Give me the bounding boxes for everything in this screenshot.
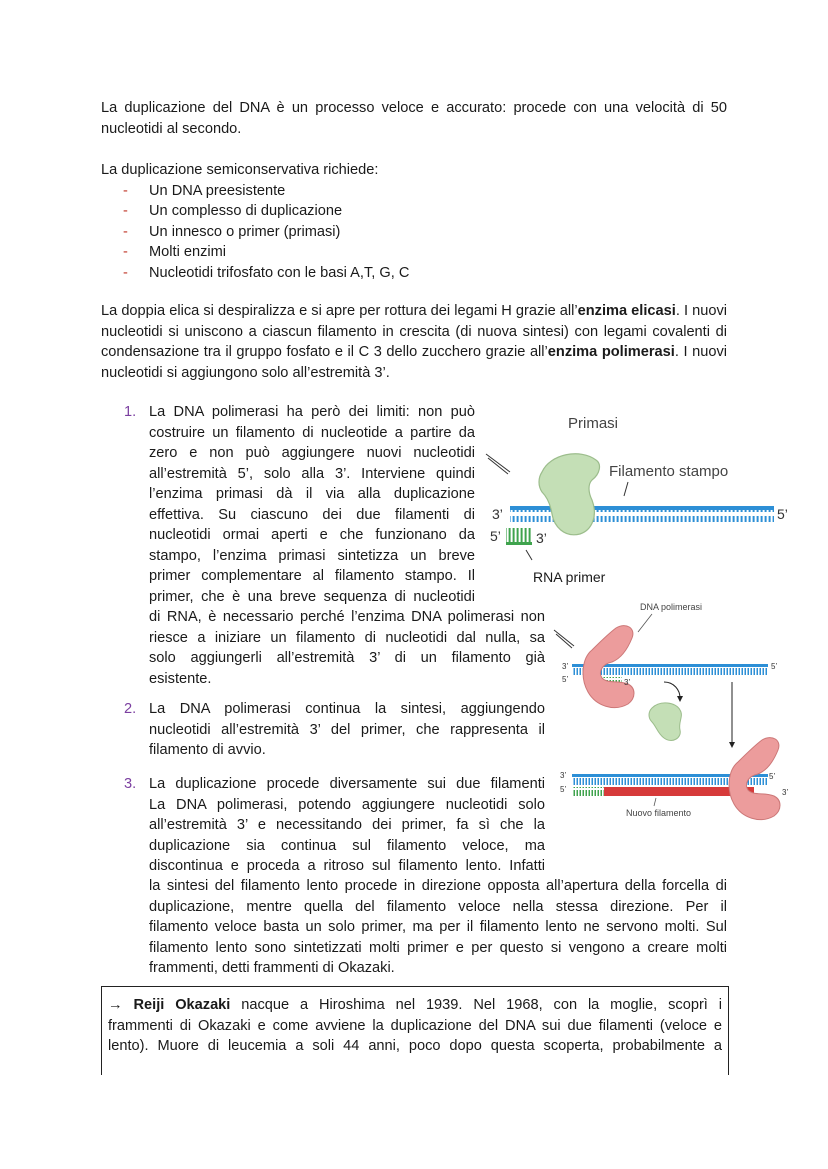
text-line: nucleotidi ormai aperti e che funzionano da bbox=[149, 527, 475, 543]
bullet-dash: - bbox=[123, 244, 128, 260]
nuovo-filamento-label: Nuovo filamento bbox=[626, 808, 692, 818]
bullet-dash: - bbox=[123, 182, 128, 199]
arrow-head bbox=[677, 696, 683, 702]
text-line: esistente. bbox=[149, 670, 212, 687]
list-item-text: Un DNA preesistente bbox=[149, 182, 286, 199]
five-prime-label: 5’ bbox=[771, 662, 778, 671]
text-line: costruire un filamento di nucleotide a partire da bbox=[149, 424, 475, 441]
primase-enzyme-released bbox=[649, 703, 681, 741]
text-line: La DNA polimerasi continua la sintesi, aggiungendo bbox=[149, 701, 545, 717]
three-prime-label: 3’ bbox=[492, 506, 503, 522]
elicasi-paragraph bbox=[101, 301, 727, 383]
step-2-text bbox=[149, 699, 545, 761]
text-line: duplicazione, mentre quella del filamento veloce nella stessa direzione. Per il bbox=[149, 898, 727, 915]
filamento-stampo-label: Filamento stampo bbox=[609, 463, 729, 480]
requirements-list bbox=[101, 181, 727, 284]
five-prime-label: 5’ bbox=[562, 675, 569, 684]
list-item bbox=[101, 181, 727, 202]
pointer-line bbox=[638, 614, 652, 632]
step-number: 1. bbox=[124, 404, 137, 420]
paragraph-text: . I nuovi nucleotidi si aggiungono solo all’estremità 3’. bbox=[101, 344, 728, 381]
text-line: zero e non può aggiungere nuovi nucleotidi bbox=[149, 445, 475, 461]
text-line: filamento lento sono sintetizzati molti primer e per questo si vengono a creare molti bbox=[149, 939, 727, 956]
bullet-dash: - bbox=[123, 264, 128, 281]
step-number: 2. bbox=[124, 701, 137, 717]
text-line: La duplicazione procede diversamente sui due filamenti bbox=[149, 776, 545, 792]
term-polimerasi: enzima polimerasi bbox=[547, 344, 675, 360]
three-prime-label: 3’ bbox=[562, 662, 569, 671]
list-item-text: Un complesso di duplicazione bbox=[149, 203, 343, 219]
step-1-text-wide bbox=[149, 607, 545, 689]
primer-pointer bbox=[526, 550, 532, 560]
text-line: effettiva. Su ciascuno dei due filamenti di bbox=[149, 506, 475, 523]
list-item-text: Nucleotidi trifosfato con le basi A,T, G, C bbox=[149, 264, 410, 281]
three-prime-label: 3’ bbox=[536, 530, 547, 546]
step-3-text-narrow bbox=[149, 774, 545, 877]
rna-primer-strand bbox=[506, 528, 532, 545]
text-line: frammenti di Okazaki e come avviene la duplicazione del DNA sui due filamenti (veloce e bbox=[108, 1017, 722, 1034]
okazaki-note-box bbox=[101, 986, 729, 1075]
list-item-text: Molti enzimi bbox=[149, 244, 227, 260]
five-prime-label: 5’ bbox=[769, 772, 776, 781]
text-line: lento). Muore di leucemia a soli 44 anni, poco dopo questa scoperta, probabilmente a bbox=[108, 1038, 722, 1054]
primase-figure bbox=[484, 402, 800, 598]
arrow-head bbox=[729, 742, 735, 748]
dna-polimerasi-label: DNA polimerasi bbox=[640, 602, 703, 612]
text-line: La DNA polimerasi ha però dei limiti: non può bbox=[149, 404, 475, 420]
text-line: frammenti, detti frammenti di Okazaki. bbox=[149, 960, 395, 976]
intro-paragraph: La duplicazione del DNA è un processo veloce e accurato: procede con una velocità di 50 nucleotidi al secondo. bbox=[101, 100, 727, 137]
text-line: la sintesi del filamento lento procede in direzione opposta all’apertura della forcella di bbox=[149, 878, 727, 894]
requirements-heading: La duplicazione semiconservativa richiede: bbox=[101, 162, 379, 178]
requirements-block bbox=[101, 160, 727, 283]
text-line: solo aggiungerli all’estremità 3’ di un filamento già bbox=[149, 650, 545, 666]
text-line: all’estremità 5’, solo alla 3’. Interviene quindi bbox=[149, 465, 475, 482]
list-item bbox=[101, 222, 727, 243]
bullet-dash: - bbox=[123, 203, 128, 219]
list-item bbox=[101, 201, 727, 222]
three-prime-label: 3’ bbox=[560, 771, 567, 780]
three-prime-label: 3’ bbox=[624, 678, 631, 687]
pointer-line bbox=[554, 630, 574, 646]
list-item bbox=[101, 263, 727, 284]
pointer-line bbox=[556, 634, 572, 648]
five-prime-label: 5’ bbox=[560, 785, 567, 794]
text-line: stampo, l’enzima primasi sintetizza un breve bbox=[149, 547, 475, 564]
new-strand bbox=[572, 787, 754, 796]
box-text: nacque a Hiroshima nel 1939. Nel 1968, con la moglie, scoprì i bbox=[241, 997, 722, 1013]
step-number: 3. bbox=[124, 776, 137, 792]
text-line: di RNA, è necessario perché l’enzima DNA polimerasi non bbox=[149, 609, 545, 625]
bullet-dash: - bbox=[123, 223, 128, 240]
arrow-icon: → bbox=[108, 997, 123, 1013]
okazaki-name: Reiji Okazaki bbox=[133, 997, 231, 1013]
list-item-text: Un innesco o primer (primasi) bbox=[149, 223, 341, 240]
text-line: primer, che è una breve sequenza di nucleotidi bbox=[149, 588, 475, 605]
primase-enzyme bbox=[539, 454, 599, 535]
polymerase-figure bbox=[552, 598, 800, 848]
text-line: all’estremità 3’ e necessitando dei primer, fa sì che la bbox=[149, 817, 545, 833]
primasi-label: Primasi bbox=[568, 415, 619, 432]
rna-primer-label: RNA primer bbox=[533, 569, 606, 585]
text-line: riesce a iniziare un filamento di nucleotidi dal nulla, sa bbox=[149, 629, 545, 646]
paragraph-text: La doppia elica si despiralizza e si apre per rottura dei legami H grazie all’ bbox=[101, 303, 578, 319]
text-line: discontinua e proceda a ritroso sul filamento lento. Infatti bbox=[149, 858, 545, 874]
text-line: La DNA polimerasi, potendo aggiungere nucleotidi solo bbox=[149, 796, 545, 813]
text-line: filamento veloce basta un solo primer, ma per il filamento lento ne servono molti. Sul bbox=[149, 919, 727, 935]
pointer-line bbox=[488, 458, 508, 474]
paragraph-text: . I nuovi nucleotidi si uniscono a ciascun filamento in crescita (di nuova sintesi) con legami covalenti di condensazione tra il gruppo fosfato e il C 3 dello zucchero grazie all’ bbox=[101, 303, 727, 360]
step-1-text-narrow bbox=[149, 402, 475, 607]
new-strand-pointer bbox=[654, 798, 656, 806]
text-line: nucleotidi all’estremità 3’ del primer, che rappresenta il bbox=[149, 721, 545, 738]
three-prime-label: 3’ bbox=[782, 788, 789, 797]
template-strand bbox=[510, 506, 774, 522]
text-line: duplicazione sia continua sul filamento veloce, ma bbox=[149, 837, 545, 854]
text-line: l’enzima primasi dà il via alla duplicazione bbox=[149, 486, 475, 502]
text-line: filamento di avvio. bbox=[149, 742, 266, 758]
text-line bbox=[108, 995, 722, 1016]
step-3-text-wide bbox=[149, 876, 727, 979]
five-prime-label: 5’ bbox=[490, 528, 501, 544]
curved-arrow bbox=[664, 682, 680, 698]
text-line: primer complementare al filamento stampo. Il bbox=[149, 568, 475, 584]
pointer-line bbox=[486, 454, 510, 472]
five-prime-label: 5’ bbox=[777, 506, 788, 522]
list-item bbox=[101, 242, 727, 263]
term-elicasi: enzima elicasi bbox=[577, 303, 676, 319]
template-pointer bbox=[624, 482, 628, 496]
